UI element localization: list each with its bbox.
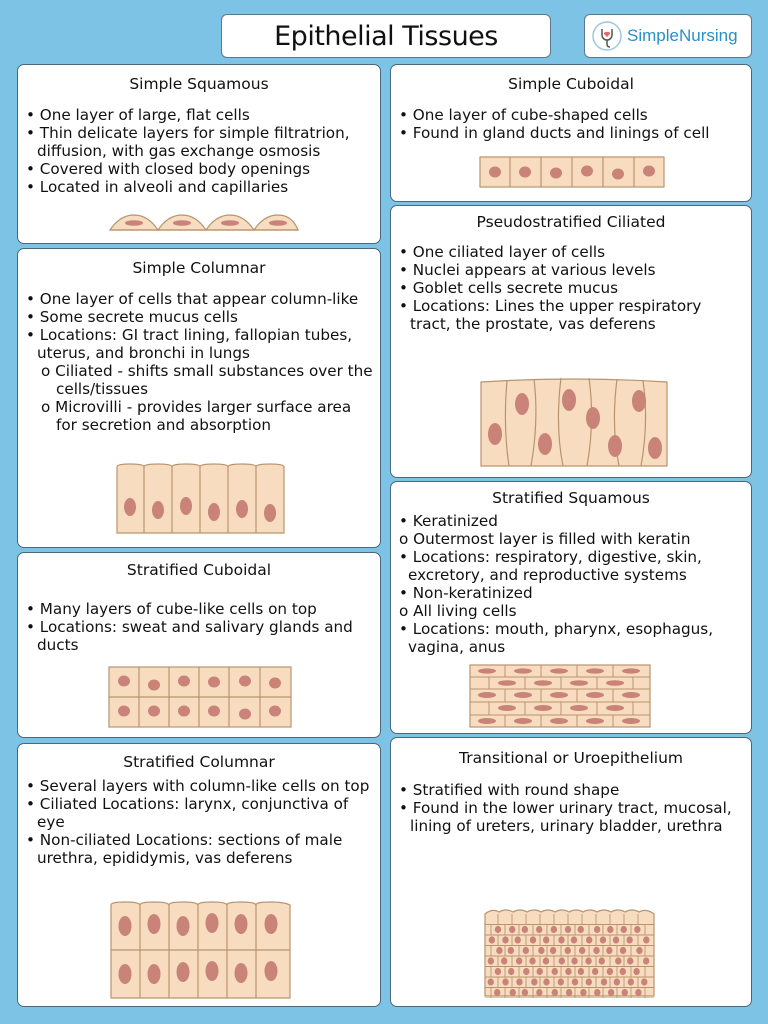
- cell-nucleus: [559, 957, 565, 964]
- list-item: • Many layers of cube-like cells on top: [26, 600, 317, 618]
- card-title: Simple Cuboidal: [508, 75, 634, 93]
- list-item: • Locations: Lines the upper respiratory tract, the prostate, vas deferens: [399, 297, 702, 333]
- cell-nucleus: [608, 989, 614, 996]
- bullet-list: [399, 781, 745, 835]
- cell-nucleus: [620, 968, 626, 975]
- cell-nucleus: [565, 926, 571, 933]
- cell-nucleus: [543, 978, 549, 985]
- cell-nucleus: [508, 968, 514, 975]
- cell-nucleus: [531, 978, 537, 985]
- cell-nucleus: [614, 978, 620, 985]
- list-item: • Locations: GI tract lining, fallopian tubes, uterus, and bronchi in lungs: [26, 326, 353, 362]
- cell-nucleus: [566, 989, 572, 996]
- cell-nucleus: [550, 947, 556, 954]
- cell-nucleus: [558, 936, 564, 943]
- cell-nucleus: [509, 926, 515, 933]
- cell-nucleus: [578, 968, 584, 975]
- cell-nucleus: [636, 947, 642, 954]
- cell-nucleus: [565, 968, 571, 975]
- stratified-squamous-illustration: [469, 664, 651, 728]
- card-stratified-cuboidal: [17, 552, 381, 738]
- list-item: • Locations: mouth, pharynx, esophagus, vagina, anus: [399, 620, 714, 656]
- cell-nucleus: [593, 947, 599, 954]
- cell-nucleus: [594, 926, 600, 933]
- card-pseudostratified-ciliated: [390, 205, 752, 478]
- cell-nucleus: [633, 968, 639, 975]
- cell-nucleus: [615, 957, 621, 964]
- stethoscope-heart-icon: [591, 20, 623, 52]
- cell-nucleus: [522, 926, 528, 933]
- cell-nucleus: [558, 978, 564, 985]
- cell-nucleus: [488, 978, 494, 985]
- cell-nucleus: [522, 989, 528, 996]
- bullet-list: [26, 777, 374, 867]
- cell-nucleus: [552, 989, 558, 996]
- bullet-list: [26, 106, 374, 196]
- list-item: • One layer of cube-shaped cells: [399, 106, 648, 124]
- list-item: • Non-keratinized: [399, 584, 533, 602]
- transitional-illustration: [484, 908, 656, 998]
- list-item: • Thin delicate layers for simple filtratrion, diffusion, with gas exchange osmosis: [26, 124, 350, 160]
- list-item: • Goblet cells secrete mucus: [399, 279, 619, 297]
- list-item: • Keratinized: [399, 512, 498, 530]
- cell-nucleus: [620, 947, 626, 954]
- bullet-list: [26, 600, 374, 654]
- list-item: • One layer of large, flat cells: [26, 106, 250, 124]
- cell-nucleus: [529, 957, 535, 964]
- simple-columnar-illustration: [116, 461, 286, 535]
- card-simple-columnar: [17, 248, 381, 548]
- cell-nucleus: [579, 947, 585, 954]
- cell-nucleus: [516, 978, 522, 985]
- cell-nucleus: [495, 926, 501, 933]
- cell-nucleus: [594, 989, 600, 996]
- list-item: o Ciliated - shifts small substances over the cells/tissues: [41, 362, 373, 398]
- cell-nucleus: [607, 926, 613, 933]
- list-item: o Outermost layer is filled with keratin: [399, 530, 691, 548]
- bullet-list: [26, 290, 374, 434]
- cell-nucleus: [586, 978, 592, 985]
- bullet-list: [399, 243, 745, 333]
- cell-nucleus: [571, 936, 577, 943]
- list-item: o All living cells: [399, 602, 517, 620]
- cell-nucleus: [571, 957, 577, 964]
- card-title: Simple Squamous: [129, 75, 269, 93]
- card-title: Simple Columnar: [132, 259, 266, 277]
- cell-nucleus: [523, 968, 529, 975]
- list-item: • Some secrete mucus cells: [26, 308, 238, 326]
- card-stratified-squamous: [390, 481, 752, 734]
- cell-nucleus: [578, 926, 584, 933]
- card-title: Stratified Cuboidal: [126, 561, 272, 579]
- cell-nucleus: [580, 989, 586, 996]
- title-banner: [221, 14, 551, 58]
- list-item: • Non-ciliated Locations: sections of male urethra, epididymis, vas deferens: [26, 831, 343, 867]
- cell-nucleus: [627, 957, 633, 964]
- cell-nucleus: [537, 968, 543, 975]
- stratified-cuboidal-illustration: [108, 666, 292, 728]
- cell-nucleus: [502, 978, 508, 985]
- bullet-list: [399, 512, 745, 656]
- card-title: Transitional or Uroepithelium: [459, 749, 683, 767]
- cell-nucleus: [488, 957, 494, 964]
- cell-nucleus: [508, 947, 514, 954]
- cell-nucleus: [551, 926, 557, 933]
- list-item: • Covered with closed body openings: [26, 160, 311, 178]
- list-item: • Ciliated Locations: larynx, conjunctiva of eye: [26, 795, 349, 831]
- cell-nucleus: [606, 947, 612, 954]
- list-item: o Microvilli - provides larger surface area for secretion and absorption: [41, 398, 352, 434]
- cell-nucleus: [516, 957, 522, 964]
- cell-nucleus: [510, 989, 516, 996]
- cell-nucleus: [530, 936, 536, 943]
- page-title: Epithelial Tissues: [274, 20, 498, 52]
- cell-nucleus: [622, 989, 628, 996]
- cell-nucleus: [543, 957, 549, 964]
- simple-squamous-illustration: [108, 209, 300, 233]
- bullet-list: [399, 106, 745, 142]
- cell-nucleus: [634, 926, 640, 933]
- list-item: • Locations: respiratory, digestive, skin, excretory, and reproductive systems: [399, 548, 702, 584]
- cell-nucleus: [586, 936, 592, 943]
- cell-nucleus: [538, 947, 544, 954]
- cell-nucleus: [585, 957, 591, 964]
- cell-nucleus: [600, 936, 606, 943]
- cell-nucleus: [607, 968, 613, 975]
- cell-nucleus: [501, 957, 507, 964]
- cell-nucleus: [601, 978, 607, 985]
- card-title: Stratified Columnar: [123, 753, 275, 771]
- cell-nucleus: [523, 947, 529, 954]
- list-item: • Found in gland ducts and linings of cell: [399, 124, 710, 142]
- cell-nucleus: [495, 968, 501, 975]
- cell-nucleus: [572, 978, 578, 985]
- list-item: • Stratified with round shape: [399, 781, 620, 799]
- cell-nucleus: [643, 957, 649, 964]
- cell-nucleus: [592, 968, 598, 975]
- cell-nucleus: [641, 978, 647, 985]
- stratified-columnar-illustration: [110, 900, 292, 1000]
- cell-nucleus: [599, 957, 605, 964]
- list-item: • Several layers with column-like cells on top: [26, 777, 370, 795]
- cell-nucleus: [621, 926, 627, 933]
- cell-nucleus: [626, 936, 632, 943]
- list-item: • Found in the lower urinary tract, mucosal, lining of ureters, urinary bladder, urethra: [399, 799, 732, 835]
- cell-nucleus: [496, 947, 502, 954]
- list-item: • Nuclei appears at various levels: [399, 261, 656, 279]
- cell-nucleus: [635, 989, 641, 996]
- cell-nucleus: [515, 936, 521, 943]
- cell-nucleus: [552, 968, 558, 975]
- brand-name: SimpleNursing: [627, 26, 738, 45]
- card-title: Stratified Squamous: [492, 489, 650, 507]
- cell-nucleus: [489, 936, 495, 943]
- cell-nucleus: [502, 936, 508, 943]
- cell-nucleus: [536, 926, 542, 933]
- list-item: • Located in alveoli and capillaries: [26, 178, 289, 196]
- cell-nucleus: [543, 936, 549, 943]
- cell-nucleus: [536, 989, 542, 996]
- list-item: • One ciliated layer of cells: [399, 243, 606, 261]
- card-transitional: [390, 737, 752, 1007]
- cell-nucleus: [613, 936, 619, 943]
- cell-nucleus: [494, 989, 500, 996]
- brand-logo: [584, 14, 752, 58]
- card-title: Pseudostratified Ciliated: [476, 213, 666, 231]
- card-simple-squamous: [17, 64, 381, 244]
- list-item: • One layer of cells that appear column-like: [26, 290, 359, 308]
- cell-nucleus: [565, 947, 571, 954]
- simple-cuboidal-illustration: [479, 155, 665, 189]
- list-item: • Locations: sweat and salivary glands and ducts: [26, 618, 353, 654]
- card-simple-cuboidal: [390, 64, 752, 202]
- card-stratified-columnar: [17, 743, 381, 1007]
- cell-nucleus: [643, 936, 649, 943]
- pseudostratified-illustration: [479, 376, 669, 468]
- cell-nucleus: [628, 978, 634, 985]
